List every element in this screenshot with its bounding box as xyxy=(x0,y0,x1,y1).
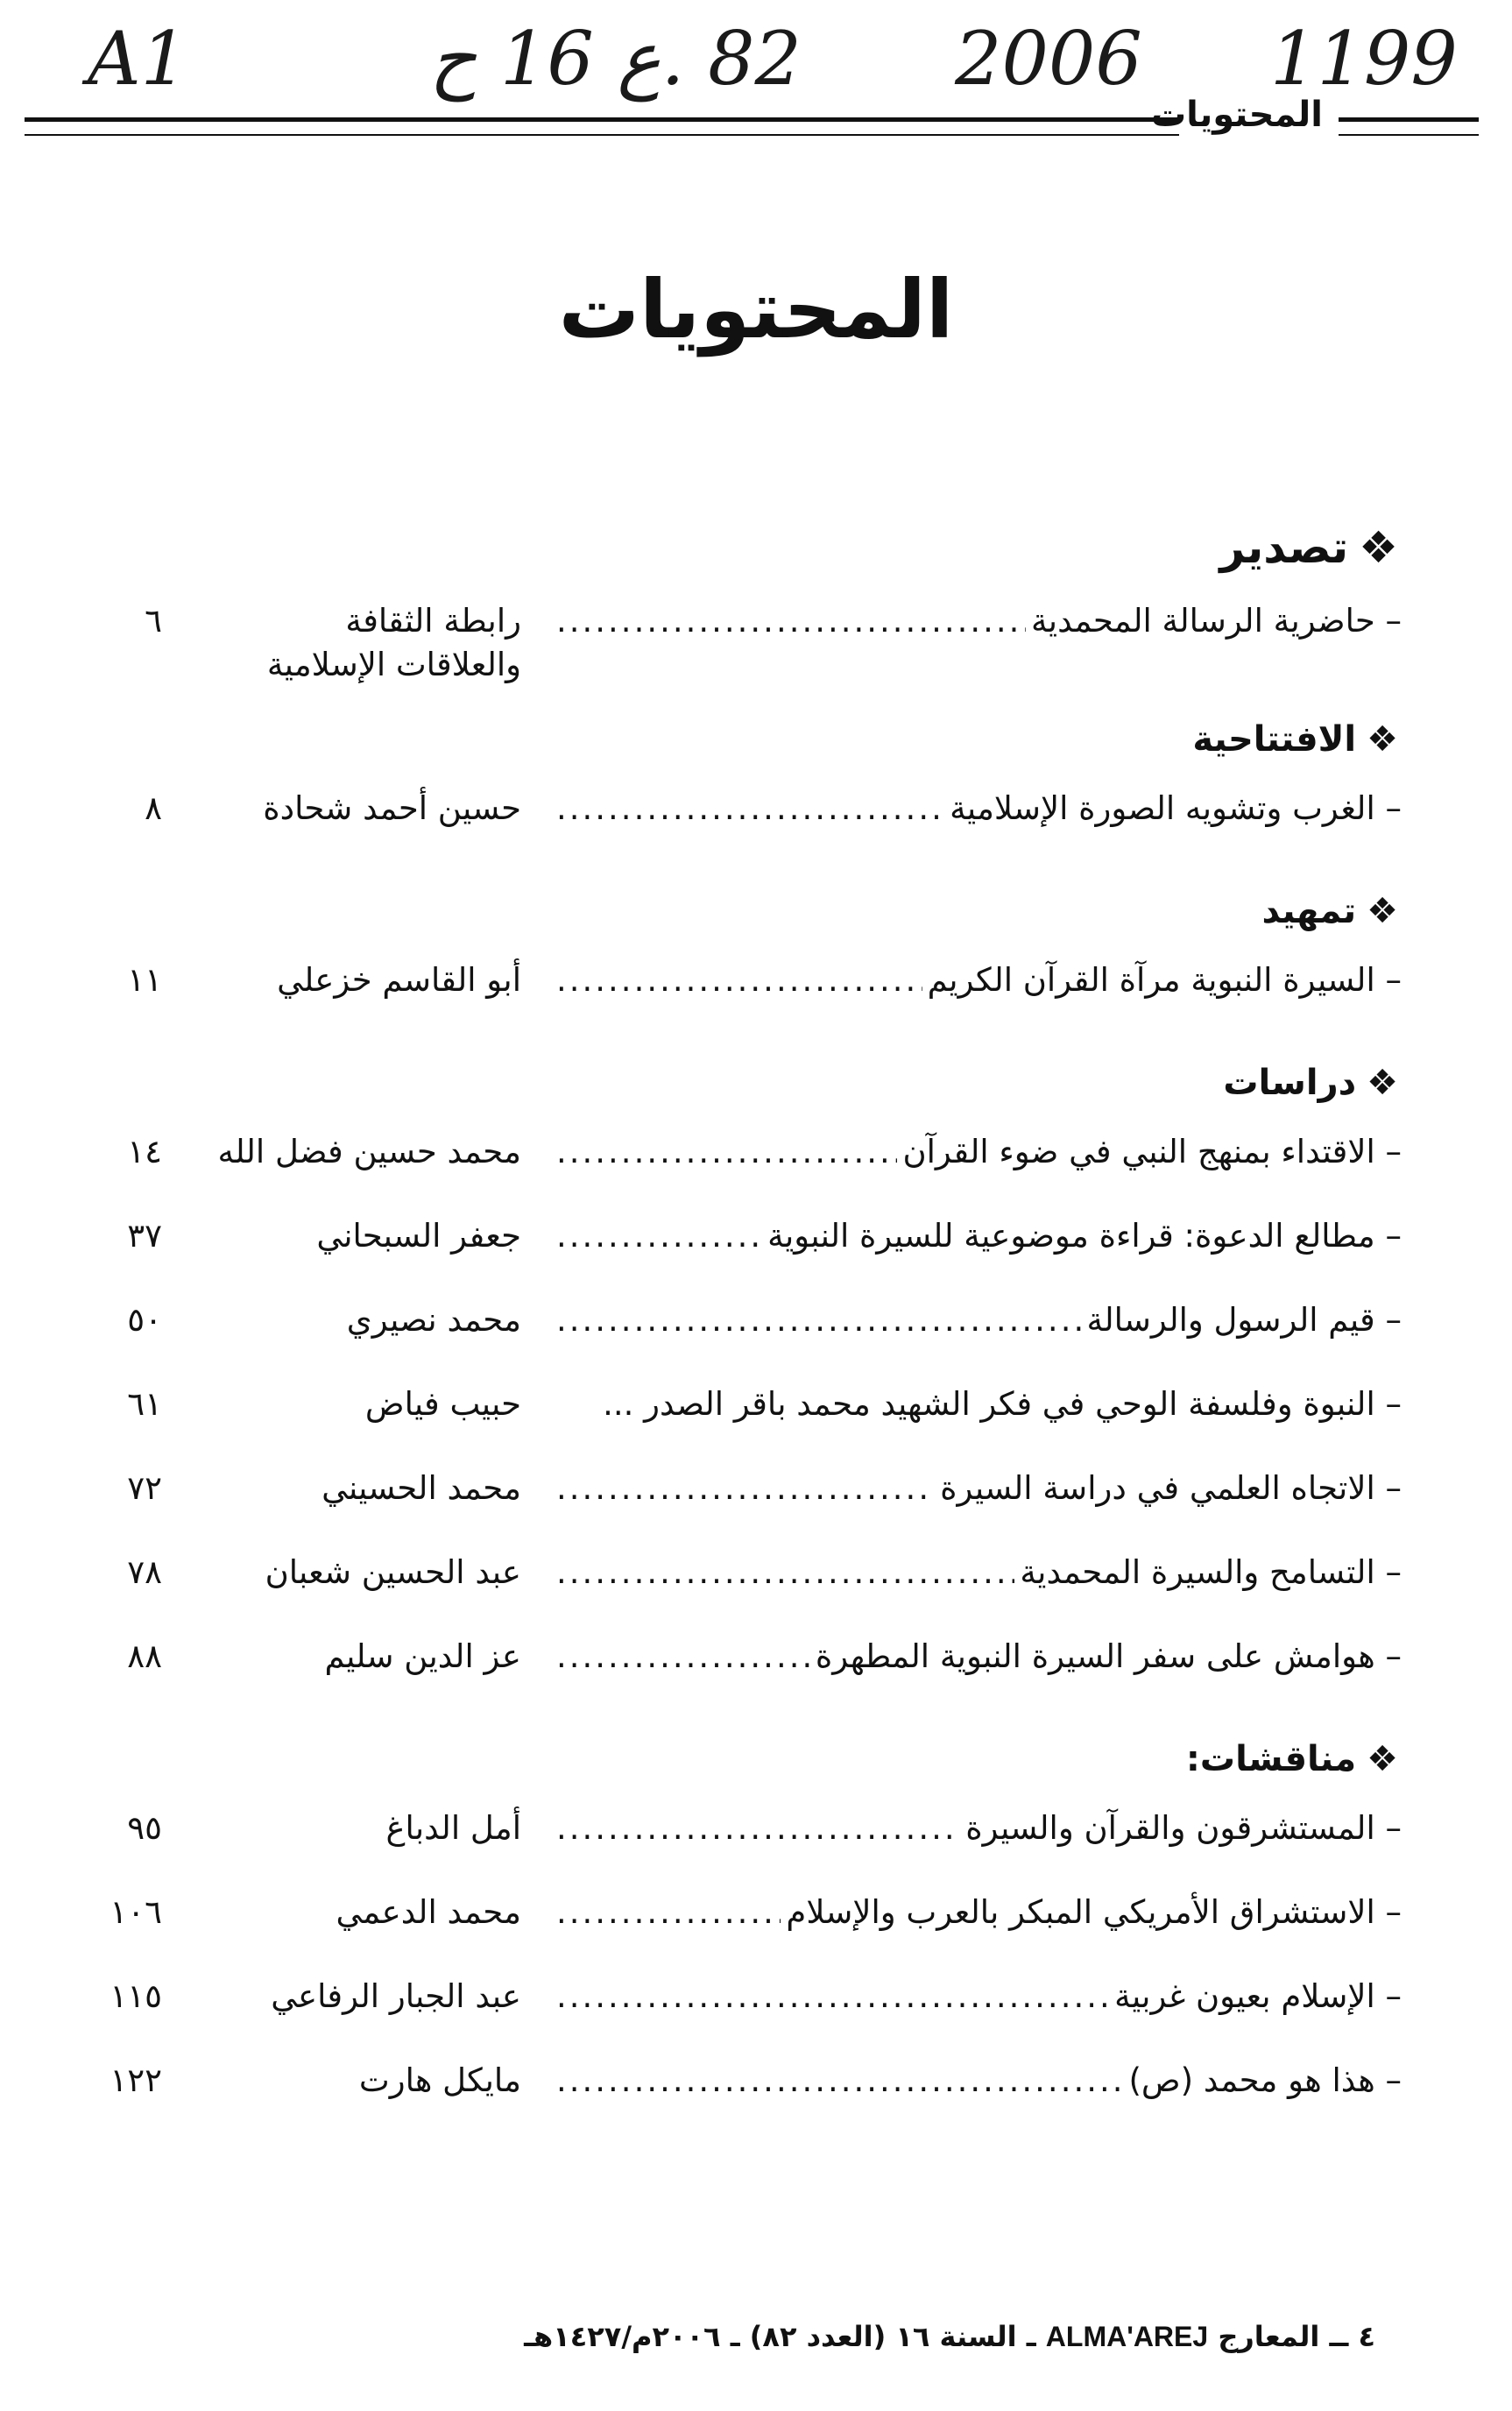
entry-author xyxy=(188,587,521,687)
toc-entry xyxy=(35,1286,1402,1370)
toc-entry xyxy=(35,1454,1402,1538)
entry-title-cell xyxy=(556,587,1402,643)
dot-leader xyxy=(556,2059,1123,2103)
toc-entry xyxy=(35,774,1402,859)
dot-leader xyxy=(556,1214,762,1258)
entry-title-cell xyxy=(556,1286,1402,1342)
section-heading xyxy=(35,508,1402,587)
section-heading-text: تصدير xyxy=(1219,522,1349,573)
footer-issue-info: ـ السنة ١٦ (العدد ٨٢) ـ ٢٠٠٦م/١٤٢٧هـ xyxy=(524,2320,1036,2353)
section-bullet-icon: ❖ xyxy=(1367,1063,1398,1103)
entry-title-cell xyxy=(556,1878,1402,1934)
entry-title: – الاتجاه العلمي في دراسة السيرة xyxy=(940,1469,1402,1507)
section-heading-text: مناقشات: xyxy=(1185,1739,1357,1779)
page-footer xyxy=(0,2320,1375,2353)
toc-entry xyxy=(35,1370,1402,1454)
entry-title: – هوامش على سفر السيرة النبوية المطهرة xyxy=(815,1637,1402,1675)
section-heading-text: تمهيد xyxy=(1261,891,1357,931)
dot-leader xyxy=(556,958,922,1002)
entry-author-line: أبو القاسم خزعلي xyxy=(277,961,521,999)
toc-section xyxy=(35,508,1402,687)
section-heading xyxy=(35,876,1402,946)
entry-author-line: رابطة الثقافة xyxy=(345,602,521,640)
entry-title-cell xyxy=(556,1794,1402,1850)
entry-title: – الإسلام بعيون غربية xyxy=(1114,1977,1402,2015)
section-heading-text: دراسات xyxy=(1223,1063,1357,1103)
entry-title-cell xyxy=(556,774,1402,831)
entry-title: – حاضرية الرسالة المحمدية xyxy=(1030,602,1402,640)
section-heading xyxy=(35,1048,1402,1118)
entry-author-line: عبد الحسين شعبان xyxy=(265,1553,521,1591)
entry-author-line: حبيب فياض xyxy=(364,1385,521,1423)
entry-title-cell xyxy=(556,1962,1402,2019)
entry-page-number: ١١ xyxy=(127,961,162,999)
entry-page-number: ١٤ xyxy=(127,1133,162,1170)
toc-entry xyxy=(35,587,1402,687)
handwritten-number: 1199 xyxy=(1270,16,1458,102)
entry-title: – مطالع الدعوة: قراءة موضوعية للسيرة النبوية xyxy=(767,1217,1402,1255)
entry-page-number: ٦ xyxy=(145,602,162,640)
dot-leader xyxy=(556,1806,960,1850)
entry-author xyxy=(188,1202,521,1258)
footer-journal-latin: ALMA'AREJ xyxy=(1045,2321,1209,2352)
entry-title: – التسامح والسيرة المحمدية xyxy=(1020,1553,1402,1591)
section-heading-text: الافتتاحية xyxy=(1192,719,1357,760)
dot-leader xyxy=(556,787,944,831)
page-title: المحتويات xyxy=(558,263,954,357)
entry-title-cell xyxy=(556,1370,1402,1426)
header-rule-right xyxy=(1339,117,1479,136)
entry-author-line: أمل الدباغ xyxy=(385,1809,521,1847)
section-heading xyxy=(35,1724,1402,1794)
entry-page-number: ٩٥ xyxy=(127,1809,162,1847)
entry-title-cell xyxy=(556,1118,1402,1174)
entry-author-line: عز الدين سليم xyxy=(324,1637,521,1675)
entry-title: – الاقتداء بمنهج النبي في ضوء القرآن xyxy=(902,1133,1402,1170)
entry-author-line: والعلاقات الإسلامية xyxy=(266,646,521,683)
entry-title-cell xyxy=(556,2047,1402,2103)
entry-author xyxy=(188,1794,521,1850)
entry-author xyxy=(188,1538,521,1594)
entry-title: – الغرب وتشويه الصورة الإسلامية xyxy=(950,789,1402,827)
section-bullet-icon: ❖ xyxy=(1367,719,1398,760)
entry-title: – الاستشراق الأمريكي المبكر بالعرب والإسلام xyxy=(786,1893,1402,1931)
toc-section xyxy=(35,1724,1402,2131)
toc-section xyxy=(35,1048,1402,1707)
entry-title: – المستشرقون والقرآن والسيرة xyxy=(965,1809,1402,1847)
entry-title-cell xyxy=(556,1623,1402,1679)
entry-page-number: ١٢٢ xyxy=(110,2061,162,2099)
footer-prefix: ٤ ــ المعارج xyxy=(1218,2320,1375,2353)
entry-page-number: ٧٢ xyxy=(127,1469,162,1507)
toc-entry xyxy=(35,1878,1402,1962)
entry-author xyxy=(188,1623,521,1679)
dot-leader xyxy=(556,1551,1014,1594)
handwritten-year: 2006 xyxy=(955,16,1142,102)
section-bullet-icon: ❖ xyxy=(1367,1739,1398,1779)
toc-entry xyxy=(35,1623,1402,1707)
header-rule-left xyxy=(25,117,1179,136)
entry-title-cell xyxy=(556,1538,1402,1594)
entry-title: – قيم الرسول والرسالة xyxy=(1086,1301,1402,1339)
handwritten-code: A1 xyxy=(88,16,188,102)
entry-author-line: محمد الدعمي xyxy=(336,1893,521,1931)
entry-title-cell xyxy=(556,1202,1402,1258)
entry-author-line: عبد الجبار الرفاعي xyxy=(271,1977,521,2015)
table-of-contents xyxy=(35,508,1402,2148)
entry-author-line: حسين أحمد شحادة xyxy=(263,789,521,827)
dot-leader xyxy=(556,599,1026,643)
entry-page-number: ٦١ xyxy=(127,1385,162,1423)
entry-page-number: ١١٥ xyxy=(110,1977,162,2015)
entry-author xyxy=(188,1454,521,1510)
running-header-text: المحتويات xyxy=(1150,95,1323,135)
entry-page-number: ٨٨ xyxy=(127,1637,162,1675)
section-heading xyxy=(35,704,1402,774)
toc-section xyxy=(35,704,1402,859)
handwritten-issue: 82 .ع 16 ح xyxy=(429,16,802,102)
section-bullet-icon: ❖ xyxy=(1359,522,1398,573)
dot-leader xyxy=(556,1891,781,1934)
section-bullet-icon: ❖ xyxy=(1367,891,1398,931)
entry-author xyxy=(188,1962,521,2019)
entry-author xyxy=(188,1370,521,1426)
dot-leader xyxy=(556,1635,810,1679)
running-header xyxy=(25,95,1479,147)
entry-title: – النبوة وفلسفة الوحي في فكر الشهيد محمد باقر الصدر ... xyxy=(603,1385,1402,1423)
entry-title: – هذا هو محمد (ص) xyxy=(1128,2061,1402,2099)
toc-entry xyxy=(35,1962,1402,2047)
toc-entry xyxy=(35,1794,1402,1878)
toc-section xyxy=(35,876,1402,1030)
entry-author xyxy=(188,774,521,831)
entry-page-number: ١٠٦ xyxy=(110,1893,162,1931)
dot-leader xyxy=(556,1130,897,1174)
toc-entry xyxy=(35,2047,1402,2131)
entry-author-line: محمد حسين فضل الله xyxy=(217,1133,521,1170)
entry-author-line: محمد الحسيني xyxy=(321,1469,521,1507)
entry-page-number: ٧٨ xyxy=(127,1553,162,1591)
entry-author-line: مايكل هارت xyxy=(358,2061,521,2099)
entry-page-number: ٨ xyxy=(145,789,162,827)
toc-entry xyxy=(35,946,1402,1030)
toc-entry xyxy=(35,1118,1402,1202)
dot-leader xyxy=(556,1467,935,1510)
toc-entry xyxy=(35,1202,1402,1286)
dot-leader xyxy=(556,1975,1109,2019)
entry-author xyxy=(188,946,521,1002)
entry-page-number: ٣٧ xyxy=(127,1217,162,1255)
entry-author xyxy=(188,1286,521,1342)
entry-title-cell xyxy=(556,946,1402,1002)
entry-title-cell xyxy=(556,1454,1402,1510)
entry-author-line: محمد نصيري xyxy=(346,1301,521,1339)
toc-entry xyxy=(35,1538,1402,1623)
entry-author xyxy=(188,1118,521,1174)
entry-title: – السيرة النبوية مرآة القرآن الكريم xyxy=(927,961,1402,999)
entry-author-line: جعفر السبحاني xyxy=(316,1217,521,1255)
entry-author xyxy=(188,2047,521,2103)
dot-leader xyxy=(556,1298,1082,1342)
entry-author xyxy=(188,1878,521,1934)
entry-page-number: ٥٠ xyxy=(127,1301,162,1339)
